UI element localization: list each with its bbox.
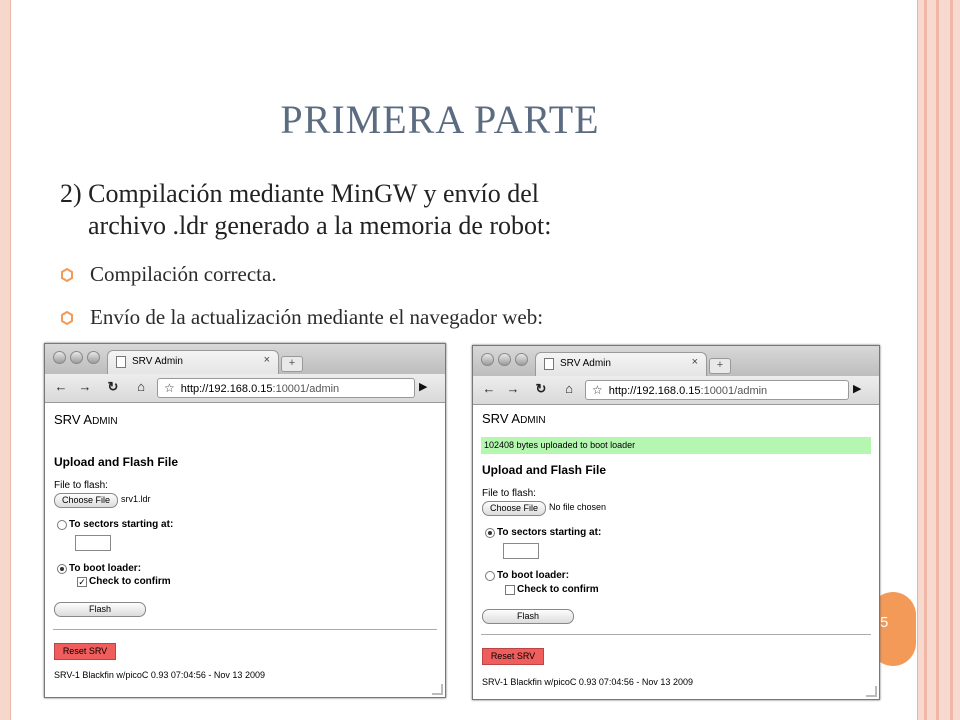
section-title: Upload and Flash File [54,455,179,469]
confirm-checkbox[interactable]: ✓ [78,577,86,587]
tab-srv-admin[interactable] [107,350,279,375]
tab-bar [473,346,879,376]
url-path: :10001/admin [272,383,340,395]
slide-title: PRIMERA PARTE [280,97,600,142]
sectors-label: To sectors starting at: [69,519,174,530]
sectors-label: To sectors starting at: [497,527,602,538]
new-tab-button[interactable]: + [281,356,303,372]
bullet-icon [60,311,74,325]
sector-input[interactable] [503,543,539,559]
app-title: SRV ADMIN [482,411,546,426]
section-title: Upload and Flash File [482,463,607,477]
version-footer: SRV-1 Blackfin w/picoC 0.93 07:04:56 - Nov 13 2009 [482,677,693,687]
slide-heading [60,178,820,242]
url-host: http://192.168.0.15 [608,385,701,397]
sectors-radio[interactable] [485,528,495,538]
tab-bar [45,344,445,374]
slide-right-border [918,0,960,720]
file-label: File to flash: [54,480,108,491]
flash-button[interactable]: Flash [482,609,574,624]
bookmark-star-icon[interactable]: ☆ [592,383,603,397]
file-name: srv1.ldr [121,494,151,504]
app-title: SRV ADMIN [54,412,118,427]
confirm-label: Check to confirm [517,584,599,595]
sectors-radio[interactable] [57,520,67,530]
sector-input[interactable] [75,535,111,551]
back-arrow-icon[interactable]: ← [54,379,68,394]
forward-arrow-icon[interactable]: → [506,381,520,396]
confirm-checkbox[interactable] [505,585,515,595]
reset-srv-button[interactable]: Reset SRV [482,648,544,665]
page-number: 5 [880,614,889,631]
divider [53,629,437,630]
heading-line-2: archivo .ldr generado a la memoria de robot: [88,211,552,240]
choose-file-button[interactable]: Choose File [482,501,546,516]
forward-arrow-icon[interactable]: → [78,379,92,394]
browser-window-2 [472,345,880,700]
tab-srv-admin[interactable] [535,352,707,377]
go-arrow-icon[interactable]: ▶ [419,381,428,393]
page-icon [116,356,126,368]
minimize-window-icon[interactable] [70,351,83,364]
address-bar[interactable] [157,378,415,398]
bootloader-label: To boot loader: [497,570,570,581]
bullet-text: Compilación correcta. [90,262,277,286]
choose-file-button[interactable]: Choose File [54,493,118,508]
close-window-icon[interactable] [53,351,66,364]
file-name: No file chosen [549,502,607,512]
window-controls [481,353,532,371]
home-icon[interactable]: ⌂ [137,379,145,394]
divider [481,634,871,635]
minimize-window-icon[interactable] [498,353,511,366]
tab-title: SRV Admin [132,356,183,367]
confirm-label: Check to confirm [89,576,171,587]
tab-title: SRV Admin [560,358,611,369]
home-icon[interactable]: ⌂ [565,381,573,396]
file-label: File to flash: [482,488,536,499]
reset-srv-button[interactable]: Reset SRV [54,643,116,660]
reload-icon[interactable]: ↻ [535,381,547,396]
version-footer: SRV-1 Blackfin w/picoC 0.93 07:04:56 - Nov 13 2009 [54,670,265,680]
resize-grip-icon[interactable] [432,684,443,695]
address-bar[interactable] [585,380,849,400]
heading-line-1: 2) Compilación mediante MinGW y envío del [60,179,539,208]
bullet-icon [60,268,74,282]
close-tab-icon[interactable]: × [263,354,270,366]
back-arrow-icon[interactable]: ← [482,381,496,396]
browser-window-1 [44,343,446,698]
bootloader-radio[interactable] [57,564,67,574]
close-window-icon[interactable] [481,353,494,366]
bootloader-radio[interactable] [485,571,495,581]
flash-button[interactable]: Flash [54,602,146,617]
bookmark-star-icon[interactable]: ☆ [164,381,175,395]
page-content [473,405,879,699]
go-arrow-icon[interactable]: ▶ [853,383,862,395]
zoom-window-icon[interactable] [515,353,528,366]
url-host: http://192.168.0.15 [180,383,273,395]
bullet-text: Envío de la actualización mediante el navegador web: [90,305,544,329]
resize-grip-icon[interactable] [866,686,877,697]
url-path: :10001/admin [700,385,768,397]
browser-toolbar [45,374,445,403]
close-tab-icon[interactable]: × [691,356,698,368]
new-tab-button[interactable]: + [709,358,731,374]
window-controls [53,351,104,369]
page-content [45,403,445,697]
reload-icon[interactable]: ↻ [107,379,119,394]
browser-toolbar [473,376,879,405]
status-banner: 102408 bytes uploaded to boot loader [481,437,871,454]
zoom-window-icon[interactable] [87,351,100,364]
bootloader-label: To boot loader: [69,563,142,574]
page-icon [544,358,554,370]
